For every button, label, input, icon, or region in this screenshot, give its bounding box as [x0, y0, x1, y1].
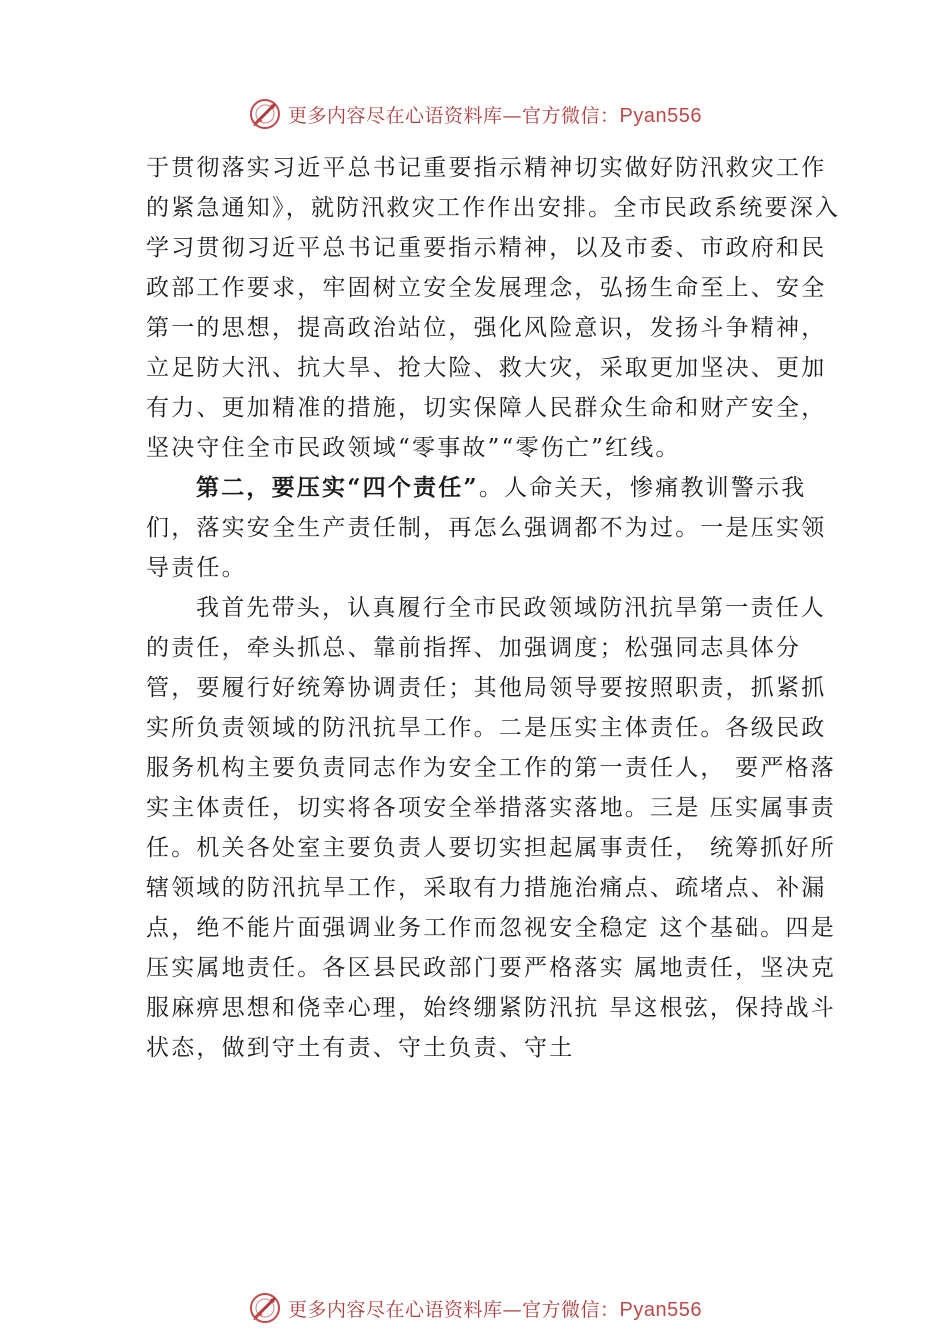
paragraph-2-heading: 第二，要压实“四个责任”: [196, 474, 479, 501]
pen-seal-logo-icon: [248, 97, 282, 131]
paragraph-2-text: 。人命关天，惨痛教训警示我们，落实安全生产责任制，再怎么强调都不为过。一是压实领导责任。: [146, 475, 827, 581]
header-banner: [0, 94, 950, 134]
pen-seal-logo-icon: [248, 1291, 282, 1325]
document-body: [146, 148, 846, 1068]
wechat-id: Pyan556: [619, 104, 702, 127]
footer-banner: [0, 1288, 950, 1328]
paragraph-2: [146, 468, 846, 588]
wechat-id: Pyan556: [619, 1298, 702, 1321]
banner-label: 更多内容尽在心语资料库—官方微信：: [288, 1298, 620, 1321]
banner-label: 更多内容尽在心语资料库—官方微信：: [288, 104, 620, 127]
paragraph-1: 于贯彻落实习近平总书记重要指示精神切实做好防汛救灾工作的紧急通知》，就防汛救灾工作作出安排。全市民政系统要深入学习贯彻习近平总书记重要指示精神，以及市委、市政府和民政部工作要求，牢固树立安全发展理念，弘扬生命至上、安全第一的思想，提高政治站位，强化风险意识，发扬斗争精神，立足防大汛、抗大旱、抢大险、救大灾，采取更加坚决、更加有力、更加精准的措施，切实保障人民群众生命和财产安全，坚决守住全市民政领域“零事故”“零伤亡”红线。: [146, 155, 841, 461]
paragraph-3: 我首先带头，认真履行全市民政领域防汛抗旱第一责任人的责任，牵头抓总、靠前指挥、加强调度；松强同志具体分管，要履行好统筹协调责任；其他局领导要按照职责，抓紧抓实所负责领域的防汛抗旱工作。二是压实主体责任。各级民政服务机构主要负责同志作为安全工作的第一责任人， 要严格落实主体责任，切实将各项安全举措落实落地。三是 压实属事责任。机关各处室主要负责人要切实担起属事责任， 统筹抓好所辖领域的防汛抗旱工作，采取有力措施治痛点、疏堵点、补漏点，绝不能片面强调业务工作而忽视安全稳定 这个基础。四是压实属地责任。各区县民政部门要严格落实 属地责任，坚决克服麻痹思想和侥幸心理，始终绷紧防汛抗 旱这根弦，保持战斗状态，做到守土有责、守土负责、守土: [146, 595, 836, 1061]
banner-text: [288, 1295, 702, 1322]
banner-text: [288, 101, 702, 128]
